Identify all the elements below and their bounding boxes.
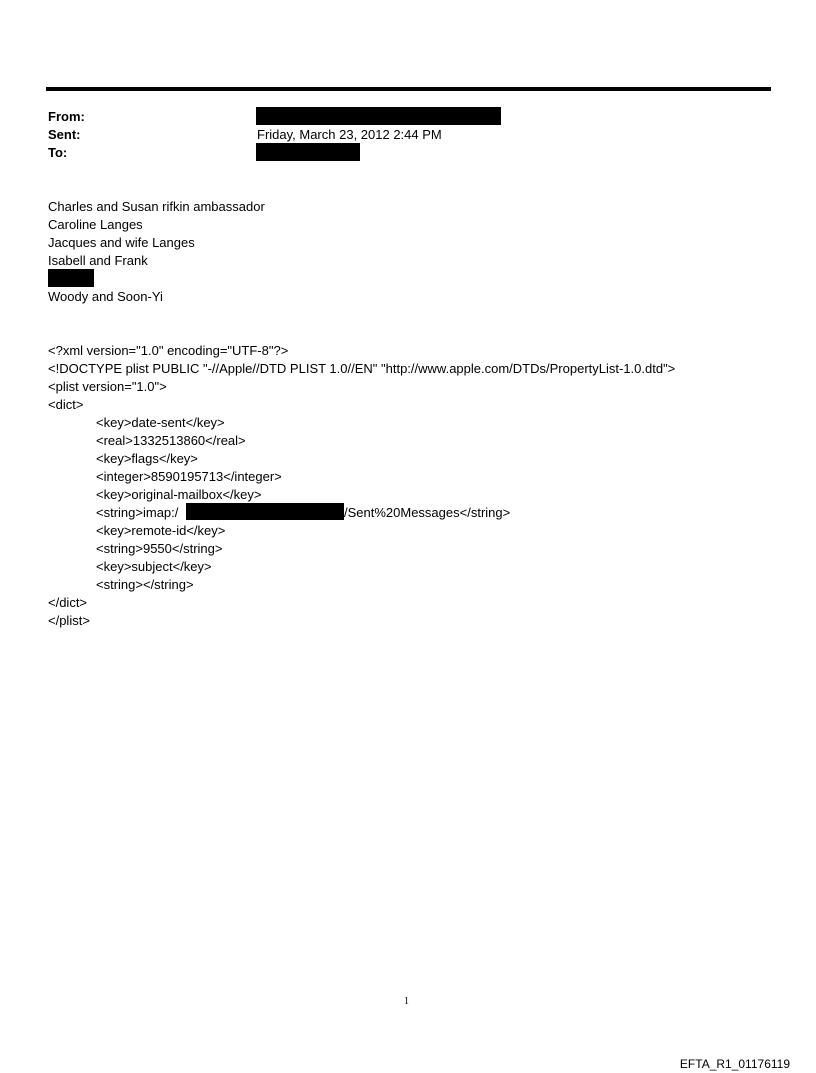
recipient-line: Isabell and Frank [48,253,148,268]
recipient-line: Jacques and wife Langes [48,235,195,250]
from-redaction [256,107,501,125]
plist-line: <integer>8590195713</integer> [96,469,282,484]
plist-line: <key>original-mailbox</key> [96,487,262,502]
to-redaction [256,143,360,161]
from-label: From: [48,109,85,124]
recipient-redaction [48,269,94,287]
plist-line: <key>remote-id</key> [96,523,226,538]
recipient-line: Charles and Susan rifkin ambassador [48,199,265,214]
plist-line: <dict> [48,397,84,412]
bates-number: EFTA_R1_01176119 [679,1057,790,1071]
plist-line-prefix: <string>imap:/ [96,505,179,520]
page-number: 1 [404,996,409,1007]
sent-label: Sent: [48,127,81,142]
recipient-line: Caroline Langes [48,217,143,232]
mailbox-redaction [186,503,344,520]
plist-line: <!DOCTYPE plist PUBLIC "-//Apple//DTD PLIST 1.0//EN" "http://www.apple.com/DTDs/PropertyList-1.0.dtd"> [48,361,676,376]
recipient-line: Woody and Soon-Yi [48,289,163,304]
plist-line: <string></string> [96,577,194,592]
to-label: To: [48,145,68,160]
header-rule [46,87,771,91]
plist-line: </dict> [48,595,88,610]
plist-line: <key>date-sent</key> [96,415,225,430]
plist-line: <string>9550</string> [96,541,223,556]
sent-value: Friday, March 23, 2012 2:44 PM [257,127,442,142]
plist-line-suffix: /Sent%20Messages</string> [344,505,511,520]
plist-line: <?xml version="1.0" encoding="UTF-8"?> [48,343,289,358]
plist-line: <key>flags</key> [96,451,198,466]
plist-line: <real>1332513860</real> [96,433,246,448]
plist-line: <plist version="1.0"> [48,379,167,394]
plist-line: </plist> [48,613,90,628]
plist-line: <key>subject</key> [96,559,212,574]
